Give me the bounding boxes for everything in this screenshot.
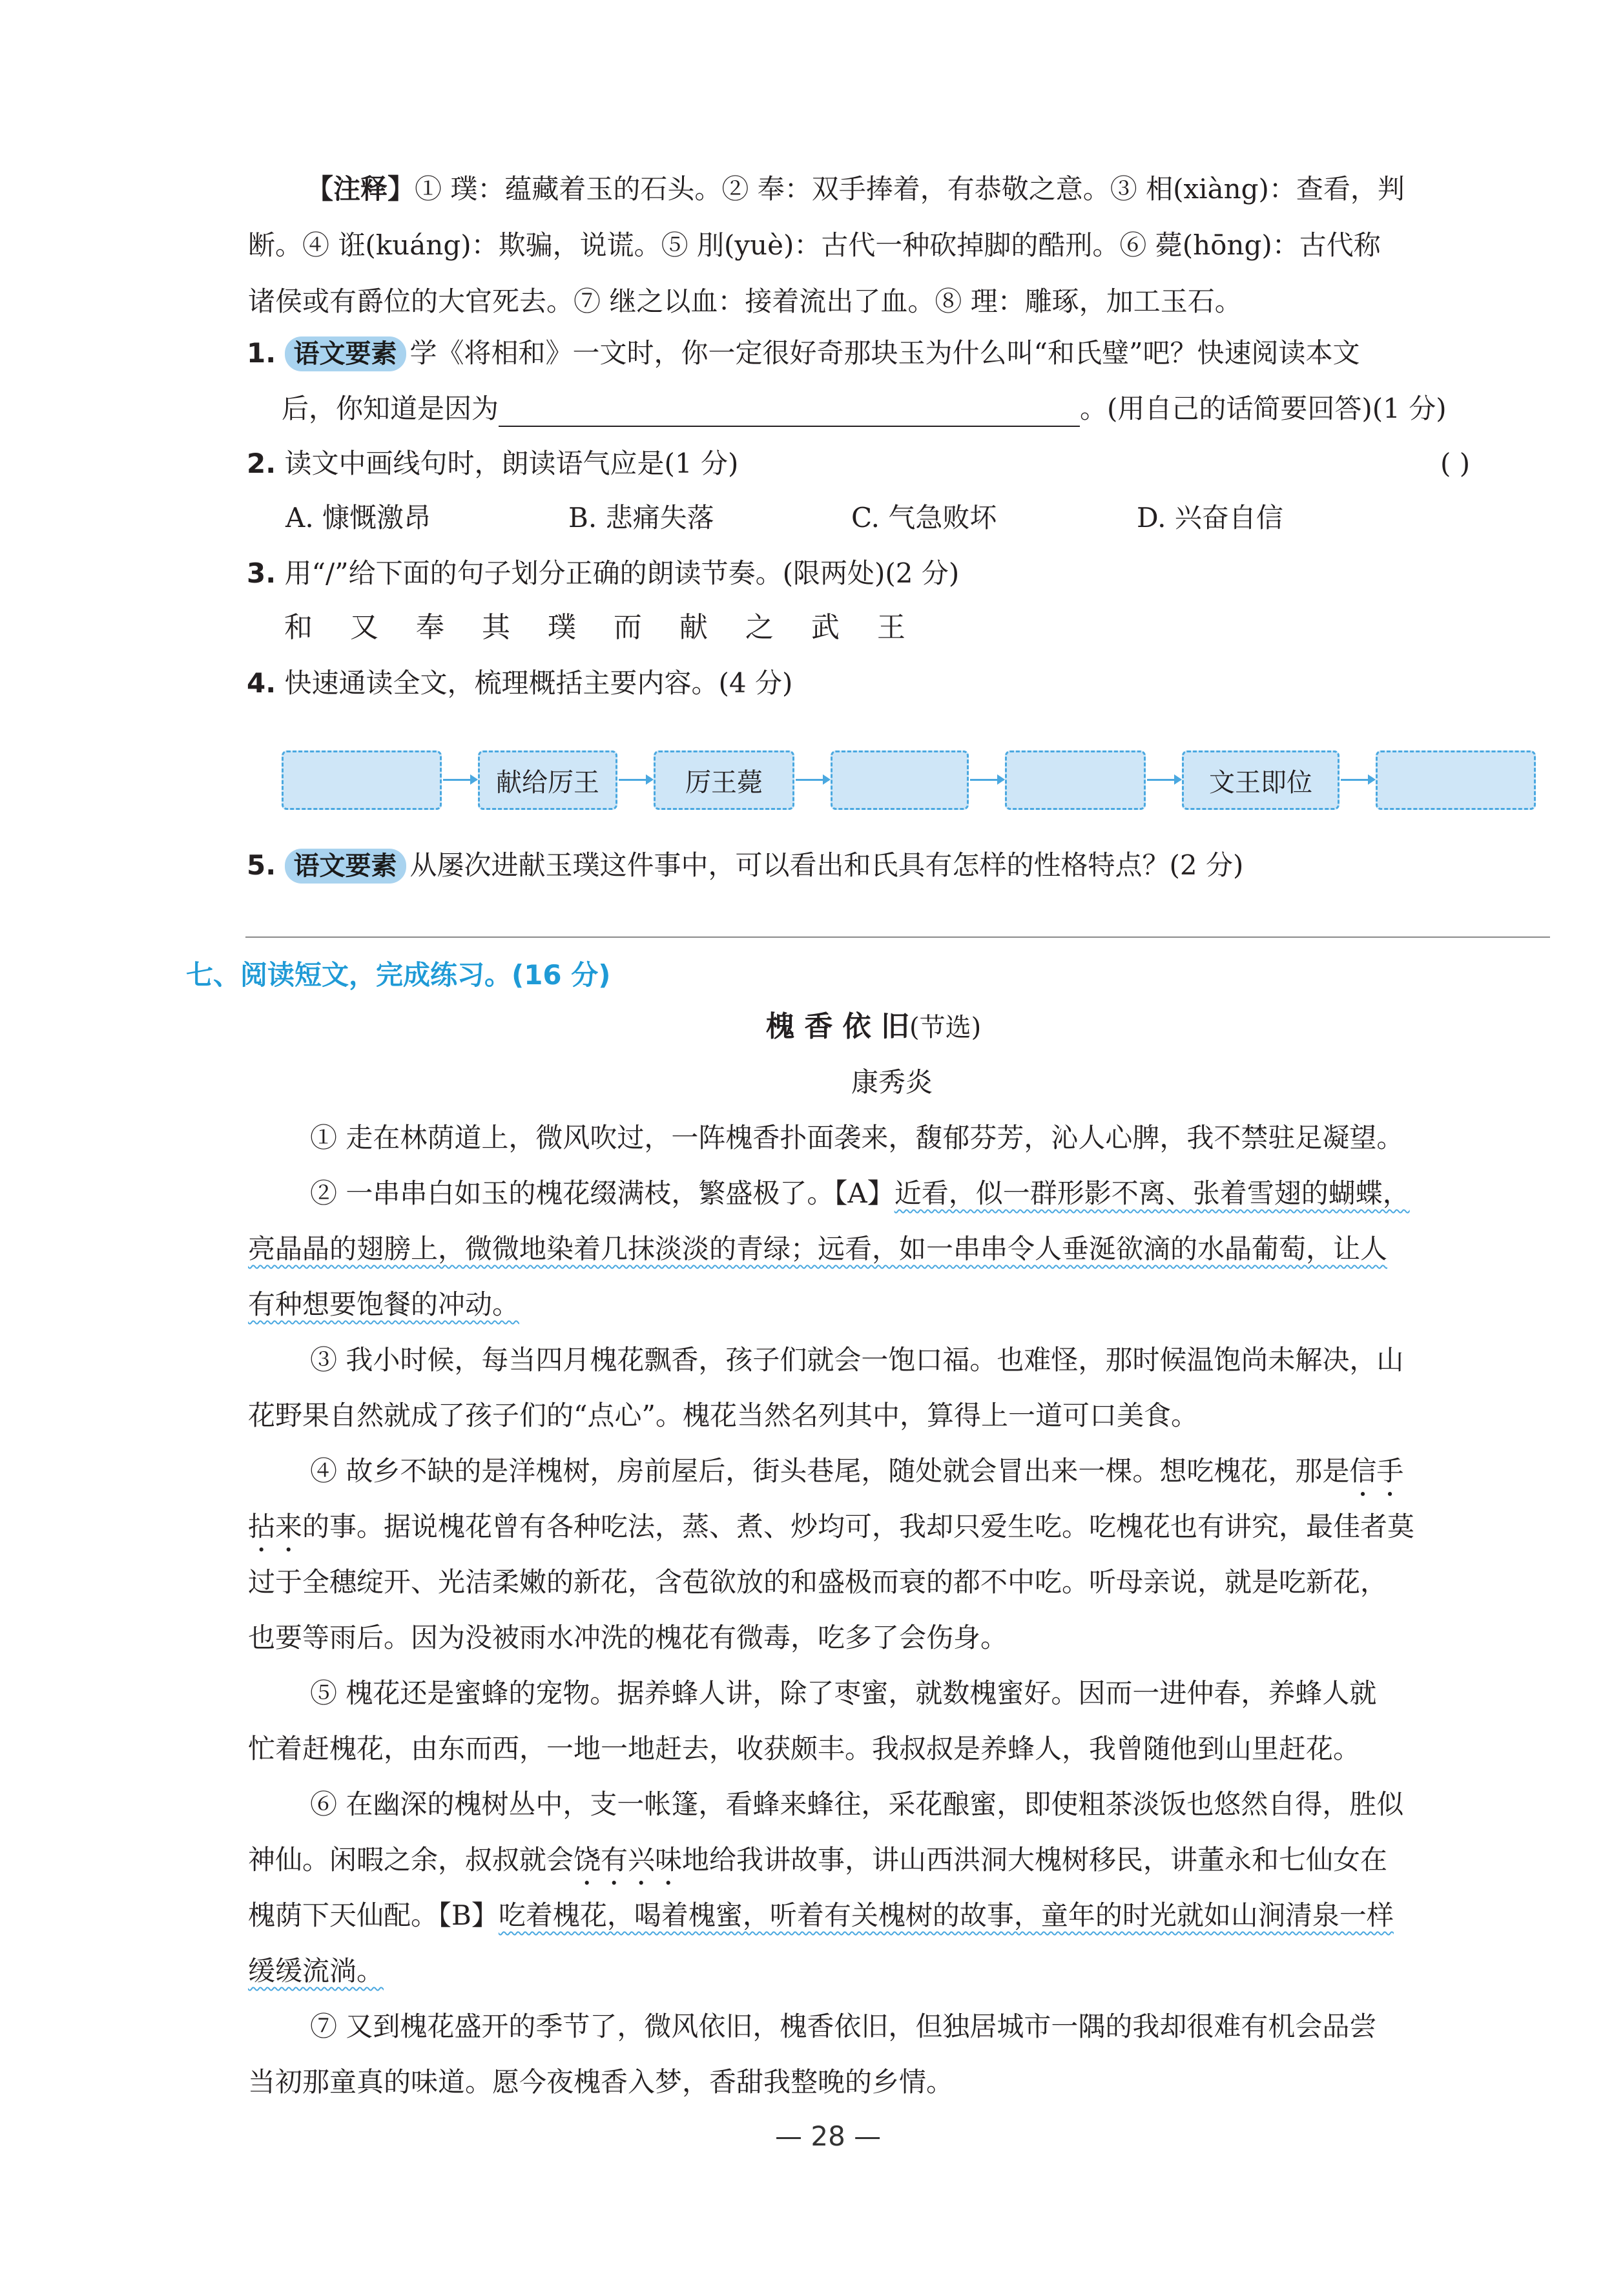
question-1-line-1 bbox=[247, 335, 1360, 371]
option-b[interactable]: B. 悲痛失落 bbox=[568, 502, 714, 533]
passage-title-note: (节选) bbox=[909, 1013, 982, 1042]
paragraph-4-line-1 bbox=[310, 1453, 1403, 1502]
option-a[interactable]: A. 慷慨激昂 bbox=[285, 502, 431, 533]
paragraph-2-line-2 bbox=[248, 1231, 1387, 1267]
dotted-word: 拈来 bbox=[248, 1511, 303, 1542]
passage-author: 康秀炎 bbox=[851, 1066, 933, 1098]
paragraph-6-text: 槐荫下天仙配。【B】 bbox=[248, 1899, 499, 1931]
question-1-text-c: 。(用自己的话简要回答)(1 分) bbox=[1080, 393, 1447, 424]
question-2-text: 读文中画线句时，朗读语气应是(1 分) bbox=[284, 448, 739, 479]
section-heading: 七、阅读短文，完成练习。(16 分) bbox=[186, 959, 611, 991]
flow-box-2: 献给厉王 bbox=[478, 750, 617, 810]
flow-box-blank-1[interactable] bbox=[282, 750, 442, 810]
paragraph-1: ① 走在林荫道上，微风吹过，一阵槐香扑面袭来，馥郁芬芳，沁人心脾，我不禁驻足凝望。 bbox=[310, 1122, 1404, 1153]
flow-box-blank-5[interactable] bbox=[1005, 750, 1146, 810]
paragraph-6-line-3 bbox=[248, 1898, 1394, 1934]
flow-box-blank-4[interactable] bbox=[831, 750, 969, 810]
paragraph-6-text: 神仙。闲暇之余，叔叔就会 bbox=[248, 1844, 574, 1876]
paragraph-4-text: ④ 故乡不缺的是洋槐树，房前屋后，街头巷尾，随处就会冒出来一棵。想吃槐花，那是 bbox=[310, 1455, 1350, 1487]
paragraph-6-text: 地给我讲故事，讲山西洪洞大槐树移民，讲董永和七仙女在 bbox=[682, 1844, 1388, 1876]
question-4-text: 快速通读全文，梳理概括主要内容。(4 分) bbox=[284, 667, 793, 699]
skill-tag: 语文要素 bbox=[285, 849, 406, 884]
question-5-line bbox=[247, 847, 1243, 884]
paragraph-3-line-1: ③ 我小时候，每当四月槐花飘香，孩子们就会一饱口福。也难怪，那时候温饱尚未解决，山 bbox=[310, 1344, 1404, 1376]
question-number: 5. bbox=[247, 849, 276, 881]
paragraph-2-lead: ② 一串串白如玉的槐花缀满枝，繁盛极了。【A】 bbox=[310, 1177, 895, 1209]
note-line-3: 诸侯或有爵位的大官死去。⑦ 继之以血：接着流出了血。⑧ 理：雕琢，加工玉石。 bbox=[248, 285, 1242, 317]
underlined-sentence-a-3: 有种想要饱餐的冲动。 bbox=[248, 1288, 520, 1320]
flow-arrow bbox=[1147, 779, 1181, 781]
passage-title-line bbox=[766, 1009, 981, 1046]
dotted-word: 饶有兴味 bbox=[574, 1844, 683, 1876]
paragraph-3-line-2: 花野果自然就成了孩子们的“点心”。槐花当然名列其中，算得上一道可口美食。 bbox=[248, 1400, 1198, 1431]
paragraph-6-line-1: ⑥ 在幽深的槐树丛中，支一帐篷，看蜂来蜂往，采花酿蜜，即使粗茶淡饭也悠然自得，胜似 bbox=[310, 1788, 1404, 1820]
skill-tag: 语文要素 bbox=[285, 336, 406, 371]
paragraph-4-line-4: 也要等雨后。因为没被雨水冲洗的槐花有微毒，吃多了会伤身。 bbox=[248, 1622, 1008, 1653]
underlined-sentence-b: 吃着槐花，喝着槐蜜，听着有关槐树的故事，童年的时光就如山涧清泉一样 bbox=[498, 1899, 1394, 1931]
paragraph-4-line-3: 过于全穗绽开、光洁柔嫩的新花，含苞欲放的和盛极而衰的都不中吃。听母亲说，就是吃新花， bbox=[248, 1566, 1388, 1598]
paragraph-4-text: 的事。据说槐花曾有各种吃法，蒸、煮、炒均可，我却只爱生吃。吃槐花也有讲究，最佳者莫 bbox=[302, 1511, 1415, 1542]
paragraph-4-line-2 bbox=[248, 1509, 1414, 1558]
question-3-text: 用“/”给下面的句子划分正确的朗读节奏。(限两处)(2 分) bbox=[284, 557, 960, 589]
answer-blank[interactable] bbox=[499, 397, 1080, 427]
paragraph-6-line-4 bbox=[248, 1953, 384, 1989]
paragraph-7-line-1: ⑦ 又到槐花盛开的季节了，微风依旧，槐香依旧，但独居城市一隅的我却很难有机会品尝 bbox=[310, 2011, 1377, 2042]
paragraph-7-line-2: 当初那童真的味道。愿今夜槐香入梦，香甜我整晚的乡情。 bbox=[248, 2066, 954, 2098]
question-3-line bbox=[247, 555, 959, 592]
flow-arrow bbox=[443, 779, 477, 781]
underlined-sentence-b-2: 缓缓流淌。 bbox=[248, 1955, 384, 1987]
paragraph-5-line-1: ⑤ 槐花还是蜜蜂的宠物。据养蜂人讲，除了枣蜜，就数槐蜜好。因而一进仲春，养蜂人就 bbox=[310, 1677, 1377, 1709]
note-line-1 bbox=[306, 171, 1405, 207]
answer-line[interactable] bbox=[245, 936, 1550, 938]
passage-title: 槐 香 依 旧 bbox=[766, 1010, 909, 1043]
question-1-text-b: 后，你知道是因为 bbox=[282, 393, 499, 424]
question-number: 2. bbox=[247, 448, 276, 479]
underlined-sentence-a: 近看，似一群形影不离、张着雪翅的蝴蝶， bbox=[894, 1177, 1410, 1209]
note-text-1: ① 璞：蕴藏着玉的石头。② 奉：双手捧着，有恭敬之意。③ 相(xiàng)：查看，判 bbox=[415, 173, 1405, 205]
page-number: — 28 — bbox=[775, 2120, 882, 2152]
option-c[interactable]: C. 气急败坏 bbox=[851, 502, 997, 533]
answer-parentheses[interactable]: ( ) bbox=[1440, 448, 1471, 479]
question-2-line bbox=[247, 446, 738, 482]
paragraph-6-line-2 bbox=[248, 1842, 1387, 1891]
underlined-sentence-a-2: 亮晶晶的翅膀上，微微地染着几抹淡淡的青绿；远看，如一串串令人垂涎欲滴的水晶葡萄，让人 bbox=[248, 1233, 1388, 1265]
flow-box-blank-7[interactable] bbox=[1376, 750, 1536, 810]
flow-arrow bbox=[1341, 779, 1374, 781]
question-number: 1. bbox=[247, 337, 276, 369]
note-label: 【注释】 bbox=[306, 173, 415, 205]
flow-box-3: 厉王薨 bbox=[654, 750, 794, 810]
question-4-line bbox=[247, 665, 792, 701]
paragraph-2-line-3 bbox=[248, 1287, 519, 1323]
flow-arrow bbox=[796, 779, 829, 781]
paragraph-2-line-1 bbox=[310, 1175, 1410, 1212]
question-5-text: 从屡次进献玉璞这件事中，可以看出和氏具有怎样的性格特点？(2 分) bbox=[409, 849, 1244, 881]
dotted-word: 信手 bbox=[1349, 1455, 1404, 1487]
paragraph-5-line-2: 忙着赶槐花，由东而西，一地一地赶去，收获颇丰。我叔叔是养蜂人，我曾随他到山里赶花。 bbox=[248, 1733, 1361, 1764]
question-number: 3. bbox=[247, 557, 276, 589]
note-line-2: 断。④ 诳(kuáng)：欺骗，说谎。⑤ 刖(yuè)：古代一种砍掉脚的酷刑。⑥ 薨(hōng)：古代称 bbox=[248, 229, 1381, 261]
question-1-text: 学《将相和》一文时，你一定很好奇那块玉为什么叫“和氏璧”吧？快速阅读本文 bbox=[409, 337, 1360, 369]
question-number: 4. bbox=[247, 667, 276, 699]
option-d[interactable]: D. 兴奋自信 bbox=[1137, 502, 1283, 533]
flow-box-6: 文王即位 bbox=[1182, 750, 1339, 810]
rhythm-sentence[interactable]: 和 又 奉 其 璞 而 献 之 武 王 bbox=[284, 611, 920, 644]
flow-arrow bbox=[619, 779, 652, 781]
question-1-line-2 bbox=[282, 391, 1447, 427]
flow-arrow bbox=[970, 779, 1004, 781]
